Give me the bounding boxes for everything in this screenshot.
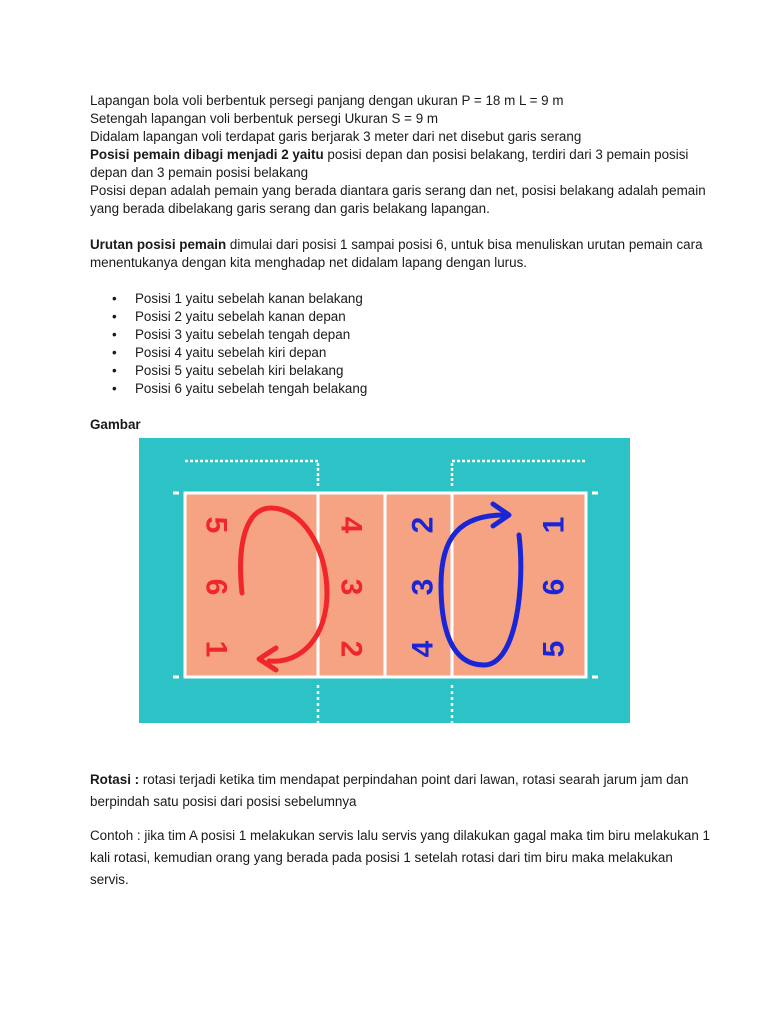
position-list xyxy=(90,290,690,398)
court-number: 2 xyxy=(334,640,368,658)
court-number: 1 xyxy=(537,516,571,534)
intro-line-4-rest: posisi depan dan posisi belakang, terdiri dari 3 pemain posisi xyxy=(323,147,689,162)
rotation-section xyxy=(90,769,710,891)
rotation-line-1 xyxy=(90,769,690,791)
court-number: 6 xyxy=(537,578,571,596)
court-diagram xyxy=(139,438,630,723)
intro-line-2: Setengah lapangan voli berbentuk persegi Ukuran S = 9 m xyxy=(90,111,439,126)
rotation-label: Rotasi : xyxy=(90,772,140,787)
intro-line-1: Lapangan bola voli berbentuk persegi panjang dengan ukuran P = 18 m L = 9 m xyxy=(90,93,564,108)
court-number: 5 xyxy=(199,516,233,534)
order-line-2: menentukanya dengan kita menghadap net didalam lapang dengan lurus. xyxy=(90,255,528,270)
court-number: 2 xyxy=(406,516,440,534)
court-number: 6 xyxy=(199,578,233,596)
court-number: 5 xyxy=(537,640,571,658)
order-heading: Urutan posisi pemain xyxy=(90,237,227,252)
document-body xyxy=(90,92,706,434)
intro-line-5: depan dan 3 pemain posisi belakang xyxy=(90,165,309,180)
list-item: • Posisi 1 yaitu sebelah kanan belakang xyxy=(90,290,690,308)
example-line-2: kali rotasi, kemudian orang yang berada pada posisi 1 setelah rotasi dari tim biru maka melakukan xyxy=(90,850,673,865)
list-item: • Posisi 3 yaitu sebelah tengah depan xyxy=(90,326,690,344)
court-number: 1 xyxy=(199,640,233,658)
list-item: • Posisi 5 yaitu sebelah kiri belakang xyxy=(90,362,690,380)
intro-line-7: yang berada dibelakang garis serang dan garis belakang lapangan. xyxy=(90,201,490,216)
intro-line-6: Posisi depan adalah pemain yang berada diantara garis serang dan net, posisi belakang adalah pemain xyxy=(90,183,706,198)
example-line-1: Contoh : jika tim A posisi 1 melakukan servis lalu servis yang dilakukan gagal maka tim biru melakukan 1 xyxy=(90,828,710,843)
order-line-1 xyxy=(90,236,703,254)
intro-line-3: Didalam lapangan voli terdapat garis berjarak 3 meter dari net disebut garis serang xyxy=(90,129,582,144)
court-number: 4 xyxy=(406,640,440,658)
player-positions-heading: Posisi pemain dibagi menjadi 2 yaitu xyxy=(90,147,324,162)
example-line-3: servis. xyxy=(90,872,129,887)
list-item: • Posisi 4 yaitu sebelah kiri depan xyxy=(90,344,690,362)
list-item: • Posisi 2 yaitu sebelah kanan depan xyxy=(90,308,690,326)
order-line-1-rest: dimulai dari posisi 1 sampai posisi 6, untuk bisa menuliskan urutan pemain cara xyxy=(226,237,703,252)
figure-heading: Gambar xyxy=(90,417,141,432)
court-number: 3 xyxy=(334,578,368,596)
court-number: 3 xyxy=(406,578,440,596)
list-item: • Posisi 6 yaitu sebelah tengah belakang xyxy=(90,380,690,398)
intro-line-4 xyxy=(90,146,690,164)
rotation-line-1-rest: rotasi terjadi ketika tim mendapat perpindahan point dari lawan, rotasi searah jarum jam dan xyxy=(139,772,689,787)
rotation-line-2: berpindah satu posisi dari posisi sebelumnya xyxy=(90,794,357,809)
court-number: 4 xyxy=(334,516,368,534)
volleyball-court-figure xyxy=(139,438,630,723)
